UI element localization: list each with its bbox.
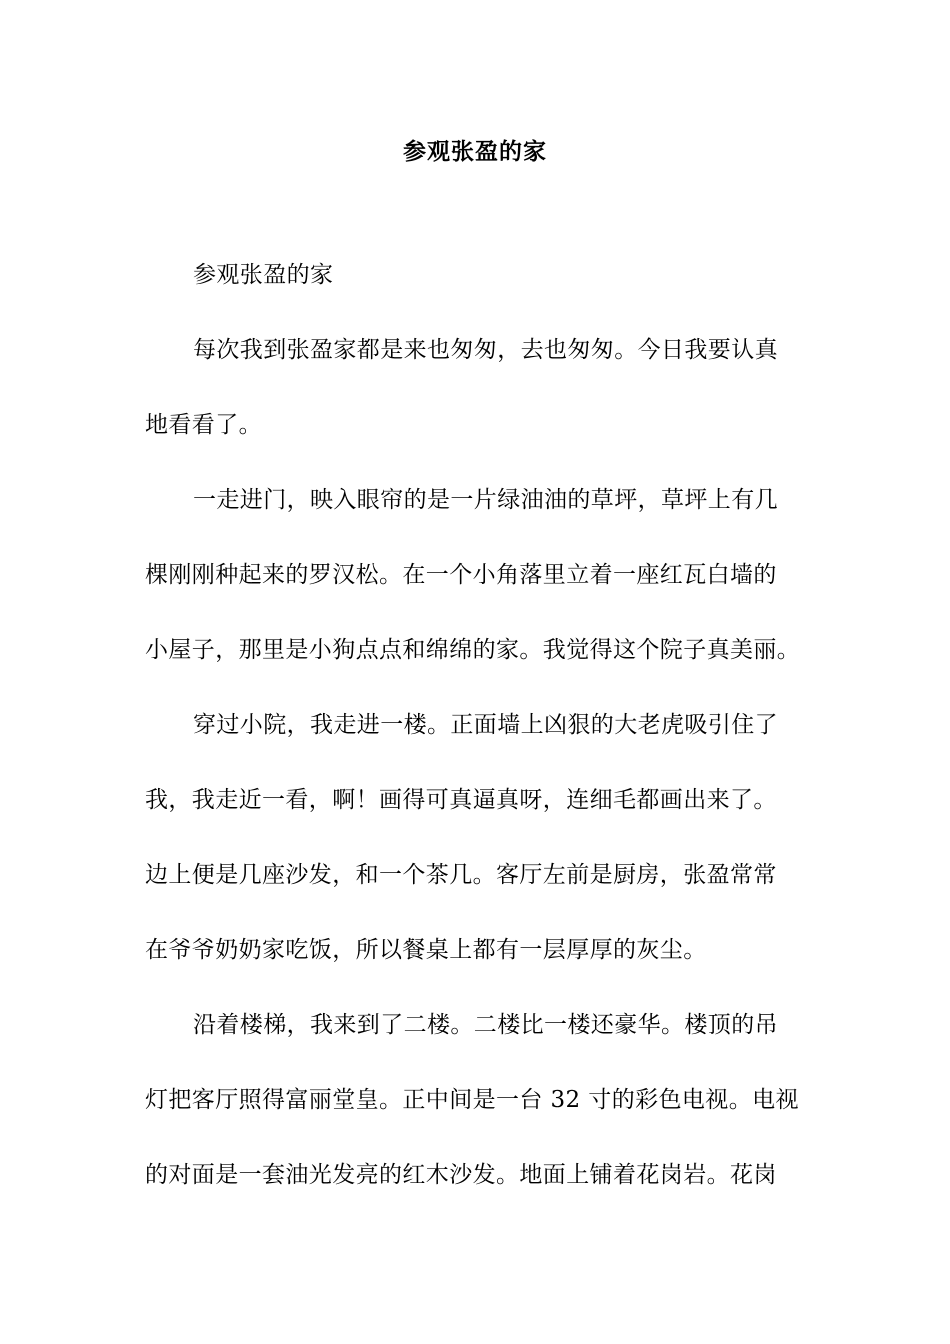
text-line: 参观张盈的家	[193, 262, 334, 288]
text-line: 的对面是一套油光发亮的红木沙发。地面上铺着花岗岩。花岗	[145, 1162, 777, 1188]
text-line: 我，我走近一看，啊！画得可真逼真呀，连细毛都画出来了。	[145, 787, 777, 813]
text-line: 灯把客厅照得富丽堂皇。正中间是一台 32 寸的彩色电视。电视	[145, 1087, 799, 1113]
text-line: 地看看了。	[145, 412, 262, 438]
body-text	[145, 253, 807, 1228]
text-line: 棵刚刚种起来的罗汉松。在一个小角落里立着一座红瓦白墙的	[145, 562, 777, 588]
text-line: 沿着楼梯，我来到了二楼。二楼比一楼还豪华。楼顶的吊	[193, 1012, 778, 1038]
text-line: 穿过小院，我走进一楼。正面墙上凶狠的大老虎吸引住了	[193, 712, 778, 738]
page-title: 参观张盈的家	[403, 138, 547, 165]
text-line: 每次我到张盈家都是来也匆匆，去也匆匆。今日我要认真	[193, 337, 778, 363]
text-line: 一走进门，映入眼帘的是一片绿油油的草坪，草坪上有几	[193, 487, 778, 513]
text-line: 边上便是几座沙发，和一个茶几。客厅左前是厨房，张盈常常	[145, 862, 777, 888]
text-line: 小屋子，那里是小狗点点和绵绵的家。我觉得这个院子真美丽。	[145, 637, 801, 663]
text-line: 在爷爷奶奶家吃饭，所以餐桌上都有一层厚厚的灰尘。	[145, 937, 707, 963]
